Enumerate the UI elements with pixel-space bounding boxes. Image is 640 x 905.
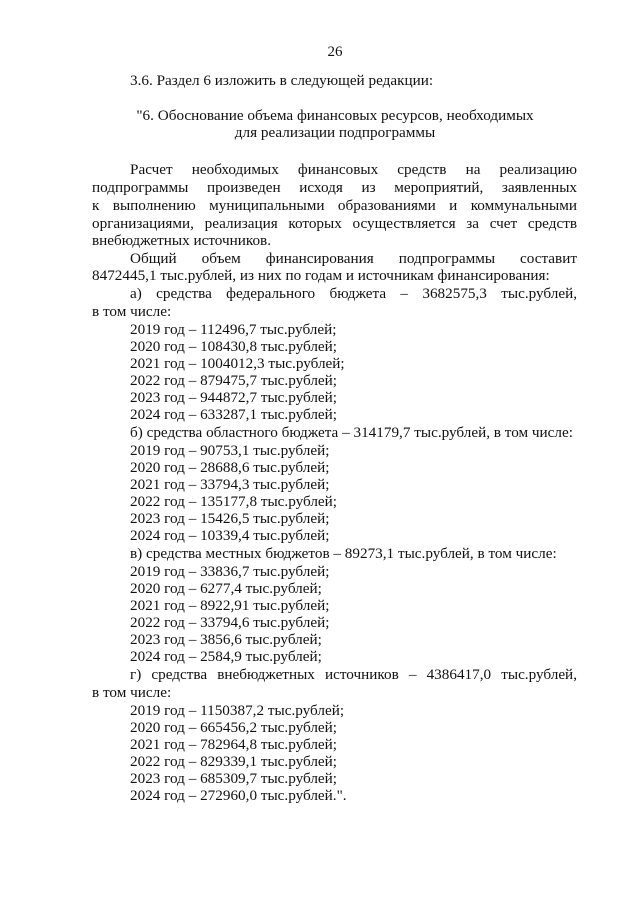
total-paragraph-line-1: Общий объем финансирования подпрограммы составит <box>130 250 577 267</box>
local-year-2022: 2022 год – 33794,6 тыс.рублей; <box>130 614 330 631</box>
federal-budget-header: а) средства федерального бюджета – 3682575,3 тыс.рублей, <box>130 285 577 302</box>
federal-year-2024: 2024 год – 633287,1 тыс.рублей; <box>130 406 338 423</box>
page-number: 26 <box>327 44 343 60</box>
intro-paragraph-line-2: подпрограммы произведен исходя из мероприятий, заявленных <box>92 179 577 196</box>
section-heading-line-2: для реализации подпрограммы <box>234 124 436 141</box>
federal-year-2023: 2023 год – 944872,7 тыс.рублей; <box>130 389 338 406</box>
extrabudgetary-header-continued: в том числе: <box>92 684 172 701</box>
federal-year-2020: 2020 год – 108430,8 тыс.рублей; <box>130 338 338 355</box>
federal-year-2019: 2019 год – 112496,7 тыс.рублей; <box>130 321 337 338</box>
local-year-2023: 2023 год – 3856,6 тыс.рублей; <box>130 631 322 648</box>
regional-year-2022: 2022 год – 135177,8 тыс.рублей; <box>130 493 338 510</box>
extrabudgetary-year-2019: 2019 год – 1150387,2 тыс.рублей; <box>130 702 345 719</box>
intro-paragraph-line-3: к выполнению муниципальными образованиями и коммунальными <box>92 197 577 214</box>
local-year-2024: 2024 год – 2584,9 тыс.рублей; <box>130 648 322 665</box>
regional-year-2020: 2020 год – 28688,6 тыс.рублей; <box>130 459 330 476</box>
regional-year-2023: 2023 год – 15426,5 тыс.рублей; <box>130 510 330 527</box>
total-paragraph-line-2: 8472445,1 тыс.рублей, из них по годам и источникам финансирования: <box>92 267 550 284</box>
regional-year-2019: 2019 год – 90753,1 тыс.рублей; <box>130 442 330 459</box>
regional-year-2021: 2021 год – 33794,3 тыс.рублей; <box>130 476 330 493</box>
section-instruction: 3.6. Раздел 6 изложить в следующей редакции: <box>130 72 434 89</box>
extrabudgetary-header: г) средства внебюджетных источников – 4386417,0 тыс.рублей, <box>130 666 577 683</box>
local-budget-header: в) средства местных бюджетов – 89273,1 тыс.рублей, в том числе: <box>130 545 557 562</box>
federal-budget-header-continued: в том числе: <box>92 303 172 320</box>
extrabudgetary-year-2023: 2023 год – 685309,7 тыс.рублей; <box>130 770 338 787</box>
local-year-2020: 2020 год – 6277,4 тыс.рублей; <box>130 580 322 597</box>
local-year-2019: 2019 год – 33836,7 тыс.рублей; <box>130 563 330 580</box>
intro-paragraph-line-5: внебюджетных источников. <box>92 232 272 249</box>
regional-budget-header: б) средства областного бюджета – 314179,7 тыс.рублей, в том числе: <box>130 424 573 441</box>
extrabudgetary-year-2024: 2024 год – 272960,0 тыс.рублей.". <box>130 787 347 804</box>
intro-paragraph-line-4: организациями, реализация которых осуществляется за счет средств <box>92 215 577 232</box>
extrabudgetary-year-2020: 2020 год – 665456,2 тыс.рублей; <box>130 719 338 736</box>
intro-paragraph-line-1: Расчет необходимых финансовых средств на реализацию <box>130 161 577 178</box>
extrabudgetary-year-2022: 2022 год – 829339,1 тыс.рублей; <box>130 753 338 770</box>
federal-year-2021: 2021 год – 1004012,3 тыс.рублей; <box>130 355 345 372</box>
extrabudgetary-year-2021: 2021 год – 782964,8 тыс.рублей; <box>130 736 338 753</box>
federal-year-2022: 2022 год – 879475,7 тыс.рублей; <box>130 372 338 389</box>
regional-year-2024: 2024 год – 10339,4 тыс.рублей; <box>130 527 330 544</box>
local-year-2021: 2021 год – 8922,91 тыс.рублей; <box>130 597 330 614</box>
section-heading-line-1: "6. Обоснование объема финансовых ресурсов, необходимых <box>136 107 534 124</box>
